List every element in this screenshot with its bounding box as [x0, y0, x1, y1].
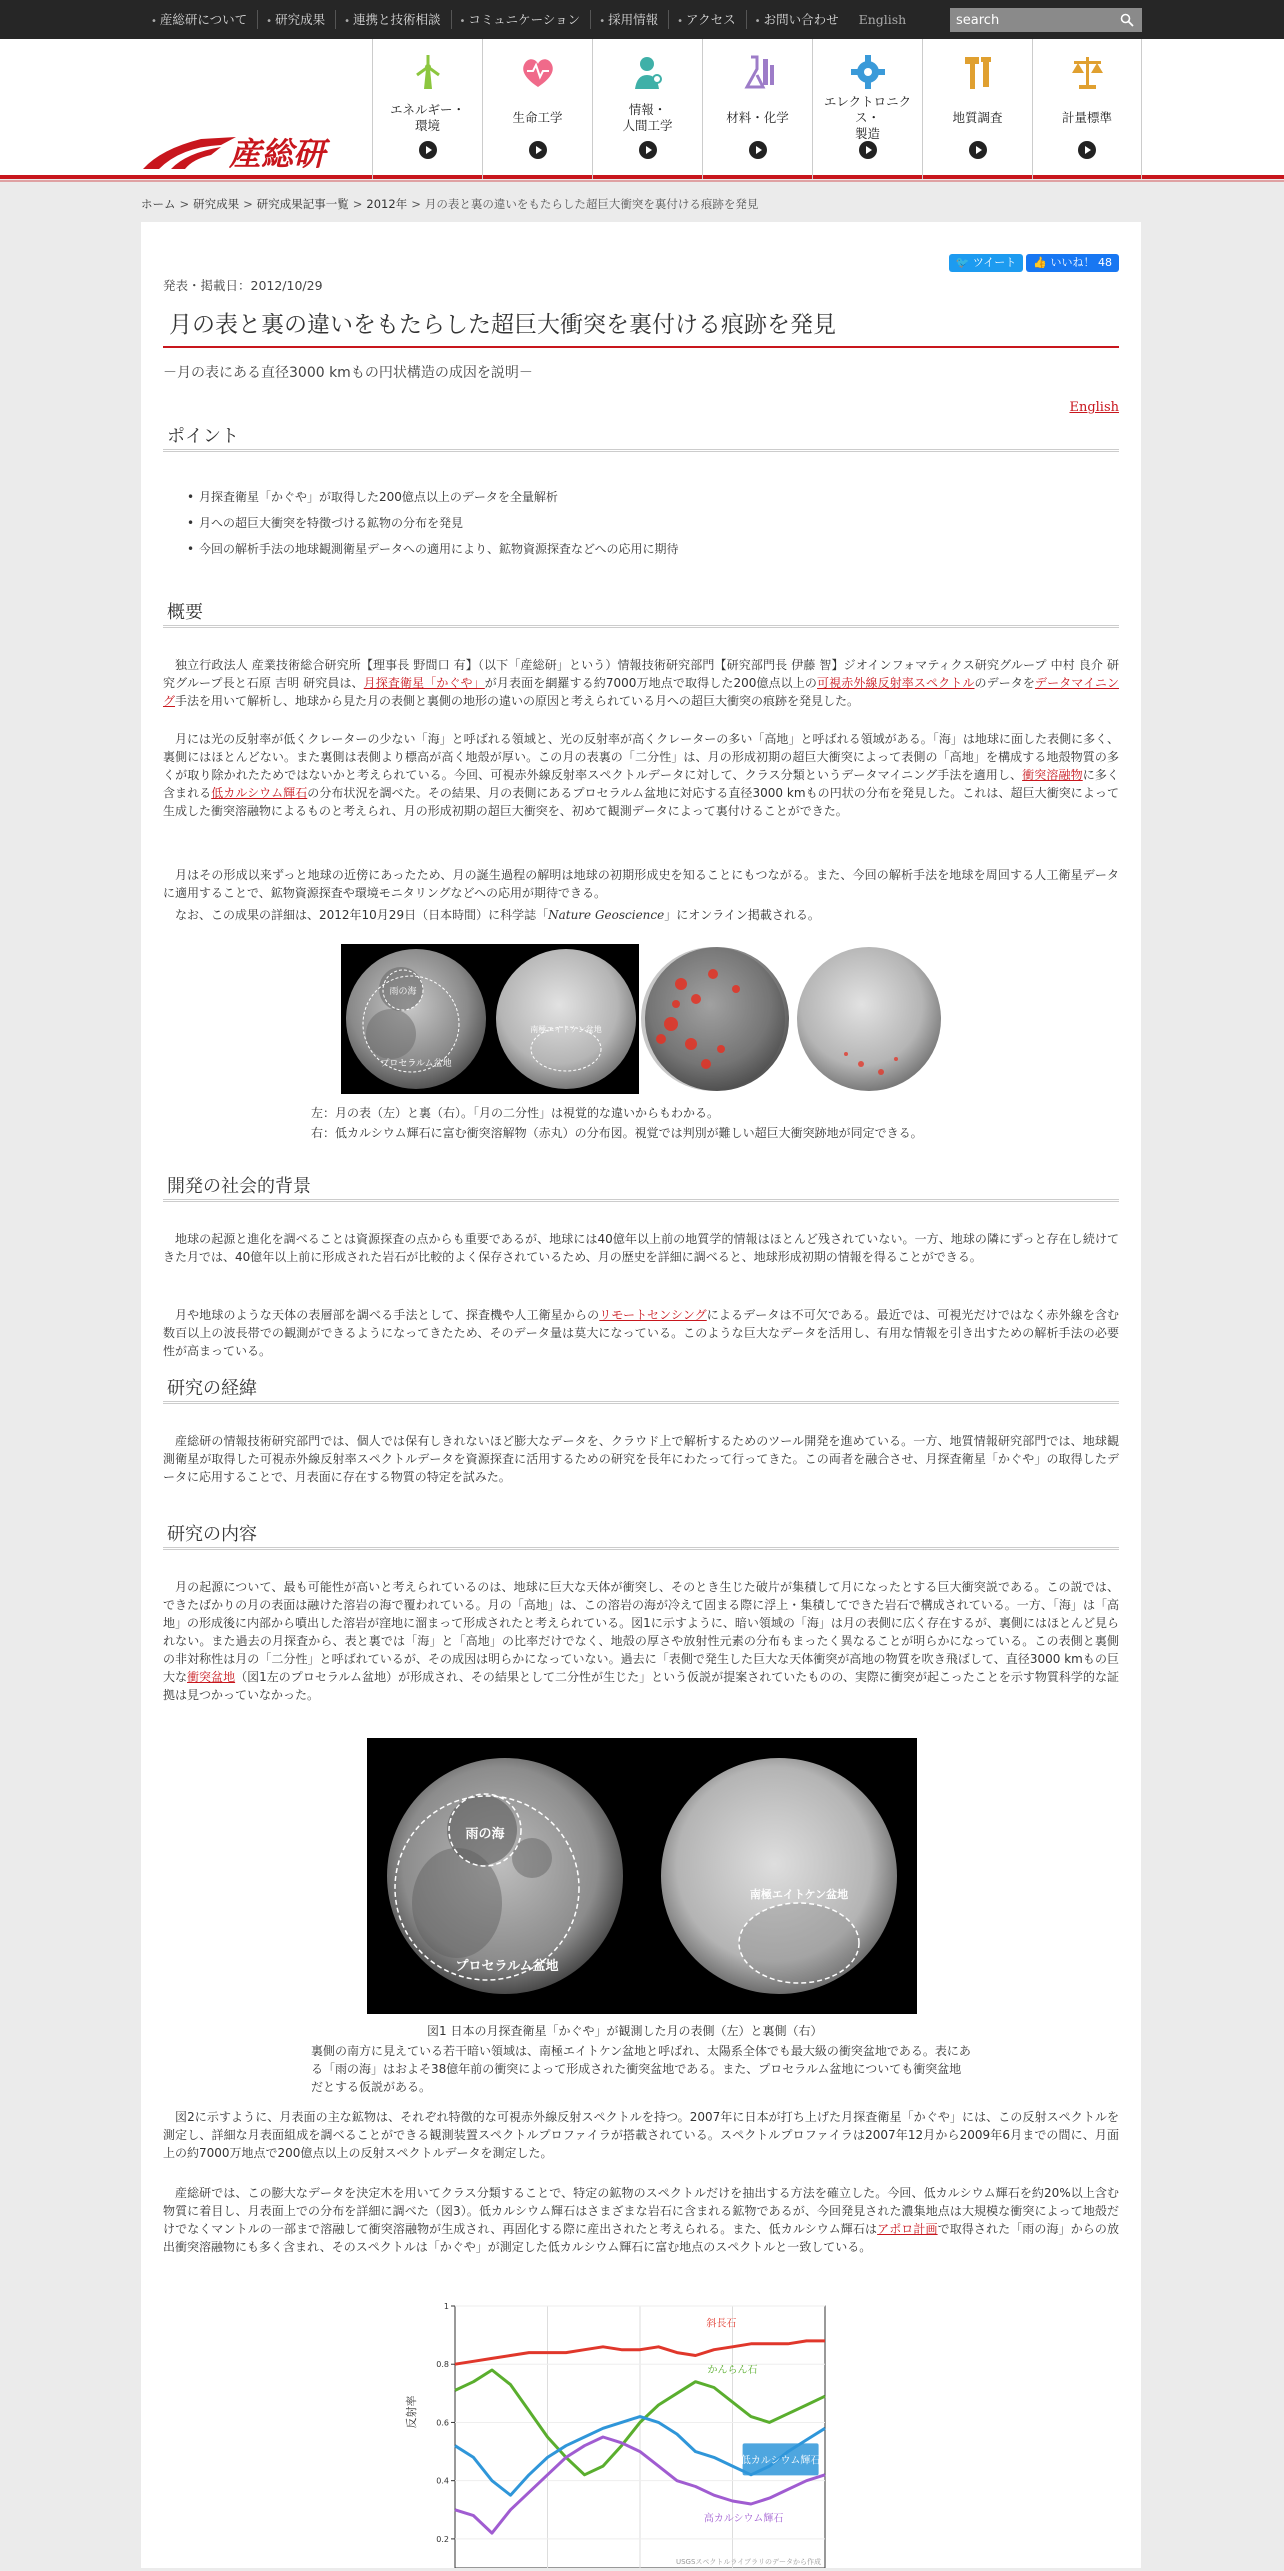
play-icon [969, 141, 987, 159]
overview-caption-1: 左：月の表（左）と裏（右）。「月の二分性」は視覚的な違いからもわかる。 [311, 1106, 720, 1120]
topnav-label: 連携と技術相談 [353, 12, 441, 27]
reflectance-chart [403, 2302, 863, 2568]
search-box [950, 8, 1142, 32]
overview-para-2 [163, 730, 1119, 820]
kaguya-link[interactable]: 月探査衛星「かぐや」 [363, 676, 485, 690]
moon-label: プロセラルム盆地 [380, 1059, 452, 1069]
section-heading: 概要 [163, 598, 1119, 628]
overview-para-4 [163, 906, 1119, 924]
section-background [163, 1172, 1119, 1202]
text-run: の分布状況を調べた。その結果、月の表側にあるプロセラルム盆地に対応する直径3000 kmもの円状の分布を発見した。これは、超巨大衝突によって生成した衝突溶融物によるものと考えられ、月の形成初期の超巨大衝突を、初めて観測データによって裏付けることができた。 [163, 786, 1119, 818]
chart-source-note: USGSスペクトルライブラリのデータから作成 [675, 2558, 821, 2566]
journal-name: Nature Geoscience [548, 908, 665, 922]
impact-melt-link[interactable]: 衝突溶融物 [1022, 768, 1083, 782]
twitter-icon: 🐦 [955, 256, 970, 269]
spectrum-link[interactable]: 可視赤外線反射率スペクトル [817, 676, 975, 690]
overview-para-1 [163, 656, 1119, 710]
topnav-label: お問い合わせ [763, 12, 839, 27]
text-run: のデータを [974, 676, 1036, 690]
logo-mark [141, 131, 351, 173]
y-tick-label: 1 [443, 2302, 449, 2311]
breadcrumb: ホーム > 研究成果 > 研究成果記事一覧 > 2012年 > 月の表と裏の違いをもたらした超巨大衝突を裏付ける痕跡を発見 [141, 197, 759, 211]
moon-label: 雨の海 [465, 1827, 505, 1842]
gnav-electronics[interactable] [812, 39, 922, 179]
aist-logo[interactable] [141, 131, 351, 173]
moon-label: 南極エイトケン盆地 [749, 1888, 849, 1901]
remote-sensing-link[interactable]: リモートセンシング [599, 1308, 707, 1322]
topnav-english-link[interactable]: English [858, 12, 907, 27]
section-heading: 研究の内容 [163, 1520, 1119, 1550]
figure-1-description: 裏側の南方に見えている若干暗い領域は、南極エイトケン盆地と呼ばれ、太陽系全体でも最大級の衝突盆地である。表にある「雨の海」はおよそ38億年前の衝突によって形成された衝突盆地である。また、プロセラルム盆地についても衝突盆地だとする仮説がある。 [311, 2044, 971, 2094]
play-icon [419, 141, 437, 159]
share-buttons [949, 254, 1119, 272]
text-run: （図1左のプロセラルム盆地）が形成され、その結果として二分性が生じた」という仮説が提案されていたものの、実際に衝突が起こったことを示す物質科学的な証拠は見つかっていなかった。 [163, 1670, 1119, 1702]
title-underline [163, 346, 1119, 348]
figure-1-image [367, 1738, 917, 2014]
topnav-communication[interactable]: • コミュニケーション [451, 10, 591, 29]
moon-images-overview [341, 944, 941, 1094]
global-nav [372, 39, 1142, 179]
play-icon [1078, 141, 1096, 159]
text-run: 月には光の反射率が低くクレーターの少ない「海」と呼ばれる領域と、光の反射率が高くクレーターの多い「高地」と呼ばれる領域がある。「海」は地球に面した表側に多く、裏側にはほとんどない。また裏側は表側より標高が高く地殻が厚い。この月の表裏の「二分性」は、月の形成初期の超巨大衝突によって表側の「高地」を構成する地殻物質の多くが取り除かれたためではないかと考えられている。今回、可視赤外線反射率スペクトルデータに対して、クラス分類というデータマイニング手法を適用し、 [163, 732, 1119, 782]
text-run: 手法を用いて解析し、地球から見た月の表側と裏側の地形の違いの原因と考えられている月への超巨大衝突の痕跡を発見した。 [175, 694, 860, 708]
gnav-info[interactable] [592, 39, 702, 179]
series-label: かんらん石 [707, 2364, 758, 2376]
series-label: 低カルシウム輝石 [740, 2455, 821, 2467]
overview-para-3: 月はその形成以来ずっと地球の近傍にあったため、月の誕生過程の解明は地球の初期形成史を知ることにもつながる。また、今回の解析手法を地球を周回する人工衛星データに適用することで、鉱物資源探査や環境モニタリングなどへの応用が期待できる。 [163, 868, 1119, 900]
gear-icon [847, 51, 889, 93]
hammer-icon [957, 51, 999, 93]
topnav-label: 採用情報 [608, 12, 659, 27]
svg-text:産総研: 産総研 [229, 135, 326, 173]
section-points [163, 422, 1119, 452]
points-list [187, 484, 679, 562]
english-version-link[interactable]: English [1069, 400, 1119, 415]
page-title: 月の表と裏の違いをもたらした超巨大衝突を裏付ける痕跡を発見 [169, 312, 836, 338]
tweet-button[interactable] [949, 254, 1024, 272]
text-run: に多く含まれる [163, 768, 1119, 800]
play-icon [529, 141, 547, 159]
gnav-energy[interactable] [372, 39, 482, 179]
play-icon [749, 141, 767, 159]
page-subtitle: －月の表にある直径3000 kmもの円状構造の成因を説明－ [163, 365, 533, 381]
moon-label: 南極エイトケン盆地 [530, 1025, 602, 1034]
section-heading: 研究の経緯 [163, 1374, 1119, 1404]
text-run: なお、この成果の詳細は、2012年10月29日（日本時間）に科学誌「 [175, 908, 549, 922]
text-run: によるデータは不可欠である。最近では、可視光だけではなく赤外線を含む数百以上の波長帯での観測ができるようになってきたため、そのデータ量は莫大になっている。このような巨大なデータを活用し、有用な情報を引き出すための解析手法の必要性が高まっている。 [163, 1308, 1119, 1358]
header [0, 39, 1284, 179]
list-item: • 月探査衛星「かぐや」が取得した200億点以上のデータを全量解析 [187, 484, 679, 510]
gnav-label: 情報・ 人間工学 [622, 102, 673, 133]
topnav-label: アクセス [686, 12, 736, 27]
section-content [163, 1520, 1119, 1550]
moon-label: プロセラルム盆地 [455, 1959, 559, 1974]
low-ca-pyroxene-link[interactable]: 低カルシウム輝石 [211, 786, 308, 800]
gnav-geology[interactable] [922, 39, 1032, 179]
figure-1-moons [367, 1738, 917, 2014]
text-run: 月や地球のような天体の表層部を調べる手法として、探査機や人工衛星からの [175, 1308, 600, 1322]
section-overview [163, 598, 1119, 628]
flask-icon [737, 51, 779, 93]
list-item: • 今回の解析手法の地球観測衛星データへの適用により、鉱物資源探査などへの応用に期待 [187, 536, 679, 562]
history-para-1: 産総研の情報技術研究部門では、個人では保有しきれないほど膨大なデータを、クラウド上で解析するためのツール開発を進めている。一方、地質情報研究部門では、地球観測衛星が取得した可視赤外線反射率スペクトルデータを資源探査に活用するための研究を長年にわたって行ってきた。この両者を融合させ、月探査衛星「かぐや」の取得したデータに応用することで、月表面に存在する物質の特定を試みた。 [163, 1434, 1119, 1484]
heart-icon [517, 51, 559, 93]
breadcrumb-list[interactable]: 研究成果記事一覧 [256, 197, 349, 211]
y-tick-label: 0.6 [436, 2418, 449, 2428]
content-para-3 [163, 2184, 1119, 2256]
topnav-label: 産総研について [159, 12, 248, 27]
apollo-link[interactable]: アポロ計画 [877, 2222, 938, 2236]
gnav-life[interactable] [482, 39, 592, 179]
topnav-collab[interactable]: • 連携と技術相談 [335, 10, 450, 29]
topnav-contact[interactable]: • お問い合わせ [746, 10, 849, 29]
like-button[interactable] [1026, 254, 1119, 272]
series-label: 斜長石 [706, 2318, 737, 2330]
gnav-label: 地質調査 [952, 110, 1003, 125]
breadcrumb-year[interactable]: 2012年 [366, 197, 408, 211]
list-item: • 月への超巨大衝突を特徴づける鉱物の分布を発見 [187, 510, 679, 536]
breadcrumb-home[interactable]: ホーム [141, 197, 176, 211]
impact-basin-link[interactable]: 衝突盆地 [187, 1670, 236, 1684]
content-para-2: 図2に示すように、月表面の主な鉱物は、それぞれ特徴的な可視赤外線反射スペクトルを持つ。2007年に日本が打ち上げた月探査衛星「かぐや」には、この反射スペクトルを測定し、詳細な月表面組成を調べることができる観測装置スペクトルプロファイラが搭載されている。スペクトルプロファイラは2007年12月から2009年6月までの間に、月面上の約7000万地点で200億点以上の反射スペクトルデータを測定した。 [163, 2110, 1119, 2160]
text-run: 産総研では、この膨大なデータを決定木を用いてクラス分類することで、特定の鉱物のスペクトルだけを抽出する方法を確立した。今回、低カルシウム輝石を約20%以上含む物質に着目し、月表面上での分布を詳細に調べた（図3）。低カルシウム輝石はさまざまな岩石に含まれる鉱物であるが、今回発見された濃集地点は大規模な衝突によって地殻だけでなくマントルの一部まで溶融して衝突溶融物が生成され、再固化する際に産出されたと考えられる。また、低カルシウム輝石は [163, 2186, 1119, 2236]
background-para-2 [163, 1306, 1119, 1360]
person-icon [627, 51, 669, 93]
figure-1-caption: 図1 日本の月探査衛星「かぐや」が観測した月の表側（左）と裏側（右） [427, 2024, 823, 2038]
article-container [141, 222, 1141, 2568]
topnav-about[interactable]: • 産総研について [151, 12, 248, 27]
moon-images [341, 944, 941, 1094]
overview-caption-2: 右：低カルシウム輝石に富む衝突溶解物（赤丸）の分布図。視覚では判別が難しい超巨大衝突跡地が同定できる。 [311, 1126, 923, 1140]
section-heading: ポイント [163, 422, 1119, 452]
topnav-label: 研究成果 [275, 12, 326, 27]
text-run: 月の起源について、最も可能性が高いと考えられているのは、地球に巨大な天体が衝突し、そのとき生じた破片が集積して月になったとする巨大衝突説である。この説では、できたばかりの月の表面は融けた溶岩の海で覆われている。月の「高地」は、この溶岩の海が冷えて固まる際に浮上・集積してできた岩石で構成されている。一方、「海」は「高地」の形成後に内部から噴出した溶岩が窪地に溜まって形成されたと考えられている。図1に示すように、暗い領域の「海」は月の表側に広く存在するが、裏側にはほとんど見られない。また過去の月探査から、表と裏では「海」と「高地」の比率だけでなく、地殻の厚さや放射性元素の分布もまったく異なることが明らかになっている。この表側と裏側の非対称性は月の「二分性」と呼ばれているが、その成因は明らかになっていない。過去に「表側で発生した巨大な天体衝突が高地の物質を吹き飛ばして、直径3000 kmもの巨大な [163, 1580, 1119, 1684]
search-icon[interactable] [1120, 13, 1134, 27]
like-label: いいね！ 48 [1050, 256, 1112, 269]
gnav-materials[interactable] [702, 39, 812, 179]
breadcrumb-results[interactable]: 研究成果 [193, 197, 240, 211]
y-tick-label: 0.4 [436, 2476, 449, 2486]
text-run: 」にオンライン掲載される。 [664, 908, 820, 922]
publish-date: 発表・掲載日：2012/10/29 [163, 278, 323, 293]
text-run: が月表面を網羅する約7000万地点で取得した200億点以上の [484, 676, 818, 690]
gnav-label: 材料・化学 [726, 110, 789, 125]
gnav-label: 計量標準 [1061, 110, 1112, 125]
play-icon [639, 141, 657, 159]
text-run: 独立行政法人 産業技術総合研究所【理事長 野間口 有】（以下「産総研」という）情報技術研究部門【研究部門長 伊藤 智】ジオインフォマティクス研究グループ 中村 良介 研究グループ長と石原 吉明 研究員は、 [163, 658, 1119, 690]
text-run: で取得された「雨の海」からの放出衝突溶融物にも多く含まれ、そのスペクトルは「かぐや」が測定した低カルシウム輝石に富む地点のスペクトルと一致している。 [163, 2222, 1119, 2254]
section-heading: 開発の社会的背景 [163, 1172, 1119, 1202]
gnav-label: エレクトロニクス・ 製造 [823, 94, 912, 141]
top-bar [0, 0, 1284, 39]
search-input[interactable] [950, 13, 1110, 28]
thumbs-up-icon: 👍 [1033, 256, 1047, 269]
section-history [163, 1374, 1119, 1404]
y-axis-label: 反射率 [405, 2395, 418, 2429]
topnav-recruit[interactable]: • 採用情報 [590, 10, 668, 29]
series-label: 高カルシウム輝石 [703, 2513, 784, 2525]
play-icon [859, 141, 877, 159]
top-nav [143, 0, 916, 39]
scale-icon [1066, 51, 1108, 93]
topnav-label: コミュニケーション [468, 12, 581, 27]
gnav-metrology[interactable] [1032, 39, 1142, 179]
content-para-1 [163, 1578, 1119, 1704]
tweet-label: ツイート [972, 256, 1017, 269]
moon-label: 雨の海 [389, 987, 417, 997]
topnav-results[interactable]: • 研究成果 [257, 10, 335, 29]
topnav-access[interactable]: • アクセス [668, 10, 746, 29]
breadcrumb-current: 月の表と裏の違いをもたらした超巨大衝突を裏付ける痕跡を発見 [424, 197, 759, 211]
figure-2-chart [403, 2302, 863, 2568]
gnav-label: 生命工学 [512, 110, 563, 125]
datamining-link[interactable]: データマイニング [163, 676, 1119, 708]
y-tick-label: 0.8 [436, 2360, 449, 2370]
background-para-1: 地球の起源と進化を調べることは資源探査の点からも重要であるが、地球には40億年以上前の地質学的情報はほとんど残されていない。一方、地球の隣にずっと存在し続けてきた月では、40億年以上前に形成された岩石が比較的よく保存されているため、月の歴史を詳細に調べると、地球形成初期の情報を得ることができる。 [163, 1232, 1119, 1264]
windmill-icon [407, 51, 449, 93]
y-tick-label: 0.2 [436, 2534, 449, 2544]
gnav-label: エネルギー・ 環境 [389, 102, 465, 133]
